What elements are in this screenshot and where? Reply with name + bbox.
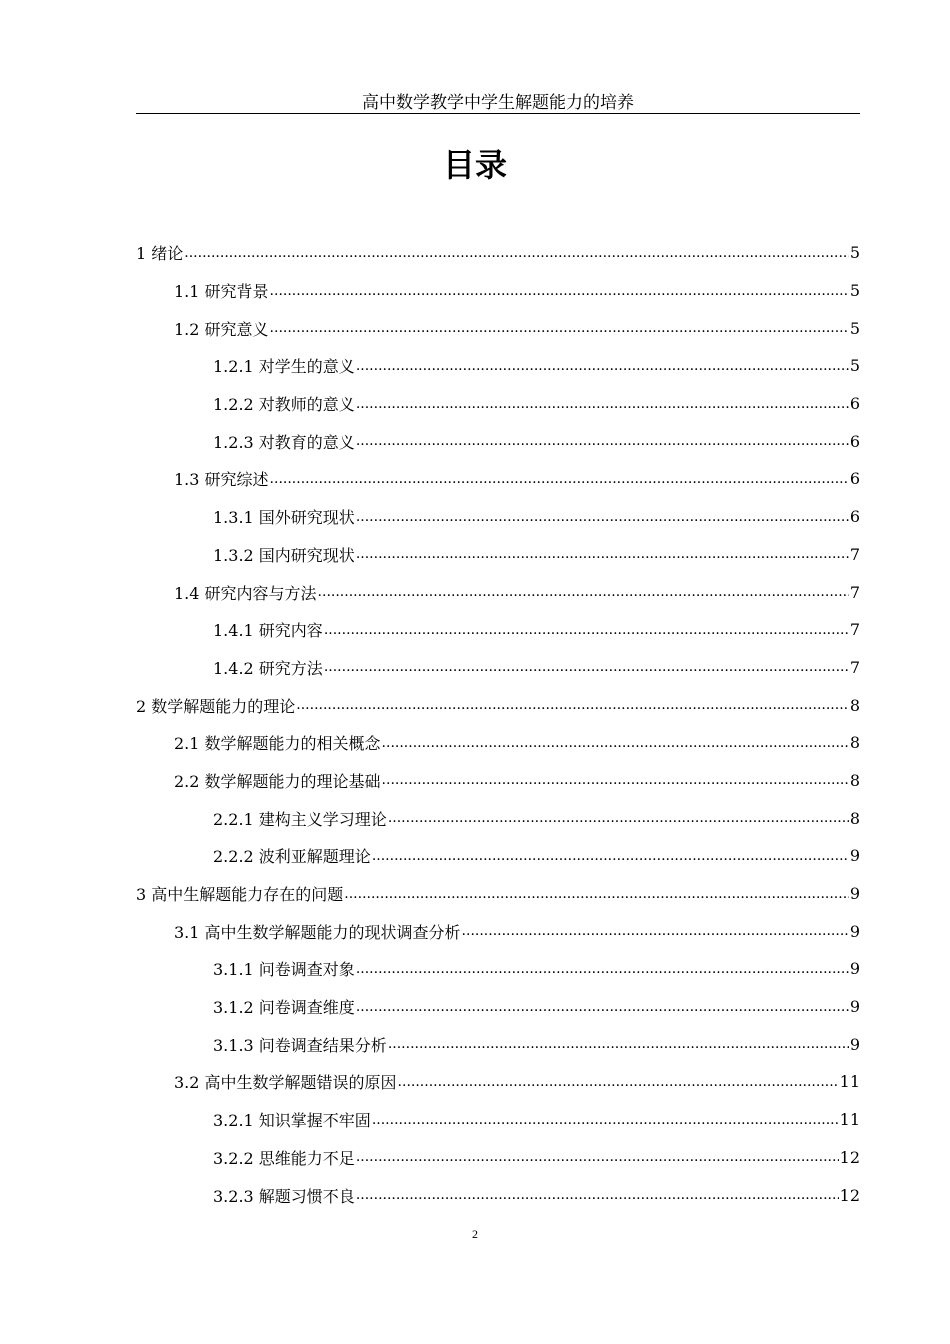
toc-entry[interactable]: [136, 988, 860, 1026]
toc-entry-page: 9: [849, 846, 860, 866]
toc-entry-label: 3.1 高中生数学解题能力的现状调查分析: [174, 922, 461, 942]
toc-entry-page: 5: [849, 318, 860, 338]
toc-dot-leader: [356, 961, 849, 977]
toc-entry[interactable]: [136, 498, 860, 536]
toc-entry-page: 7: [849, 657, 860, 677]
toc-entry[interactable]: [136, 536, 860, 574]
toc-entry-label: 1.1 研究背景: [174, 282, 269, 302]
toc-entry-label: 1 绪论: [136, 244, 184, 264]
toc-entry-label: 1.2.1 对学生的意义: [213, 357, 355, 377]
toc-entry-page: 7: [849, 544, 860, 564]
toc-entry[interactable]: [136, 573, 860, 611]
toc-entry-page: 8: [849, 770, 860, 790]
toc-entry-page: 9: [849, 997, 860, 1017]
toc-entry-page: 11: [839, 1072, 860, 1092]
toc-dot-leader: [324, 622, 849, 638]
toc-entry-page: 5: [849, 243, 860, 263]
toc-entry-label: 1.2.3 对教育的意义: [213, 432, 355, 452]
toc-entry-page: 7: [849, 620, 860, 640]
toc-entry-label: 1.4 研究内容与方法: [174, 583, 317, 603]
toc-entry[interactable]: [136, 875, 860, 913]
toc-entry[interactable]: [136, 686, 860, 724]
toc-dot-leader: [382, 735, 849, 751]
toc-entry[interactable]: [136, 837, 860, 875]
toc-dot-leader: [270, 471, 849, 487]
toc-entry-label: 3.1.2 问卷调查维度: [213, 998, 355, 1018]
toc-entry-label: 2 数学解题能力的理论: [136, 696, 296, 716]
toc-dot-leader: [356, 1149, 839, 1165]
toc-entry[interactable]: [136, 385, 860, 423]
toc-entry[interactable]: [136, 234, 860, 272]
toc-entry-label: 3.2.1 知识掌握不牢固: [213, 1111, 371, 1131]
toc-entry[interactable]: [136, 309, 860, 347]
toc-entry[interactable]: [136, 272, 860, 310]
toc-dot-leader: [372, 1112, 839, 1128]
toc-entry-label: 3.2.3 解题习惯不良: [213, 1186, 355, 1206]
toc-entry[interactable]: [136, 1101, 860, 1139]
header-rule: [136, 113, 860, 114]
toc-entry[interactable]: [136, 799, 860, 837]
toc-dot-leader: [382, 772, 849, 788]
toc-entry-page: 9: [849, 1034, 860, 1054]
toc-entry-label: 1.3.1 国外研究现状: [213, 508, 355, 528]
toc-entry-page: 12: [839, 1185, 860, 1205]
toc-entry-page: 6: [849, 394, 860, 414]
toc-entry-page: 9: [849, 921, 860, 941]
toc-entry[interactable]: [136, 912, 860, 950]
toc-entry-label: 1.2.2 对教师的意义: [213, 395, 355, 415]
toc-dot-leader: [356, 358, 849, 374]
toc-dot-leader: [270, 320, 849, 336]
toc-entry[interactable]: [136, 1025, 860, 1063]
toc-entry-page: 8: [849, 808, 860, 828]
toc-dot-leader: [356, 509, 849, 525]
toc-entry-label: 1.3 研究综述: [174, 470, 269, 490]
toc-dot-leader: [462, 923, 849, 939]
toc-entry-label: 2.2.2 波利亚解题理论: [213, 847, 371, 867]
toc-entry[interactable]: [136, 347, 860, 385]
toc-entry-page: 5: [849, 281, 860, 301]
toc-dot-leader: [296, 697, 849, 713]
toc-entry[interactable]: [136, 762, 860, 800]
toc-entry-page: 9: [849, 959, 860, 979]
toc-dot-leader: [356, 999, 849, 1015]
toc-entry-label: 2.2.1 建构主义学习理论: [213, 809, 387, 829]
toc-dot-leader: [356, 1187, 839, 1203]
toc-dot-leader: [388, 810, 849, 826]
toc-entry-page: 8: [849, 695, 860, 715]
page-title: 目录: [442, 146, 507, 184]
toc-dot-leader: [324, 659, 849, 675]
toc-dot-leader: [344, 886, 849, 902]
toc-entry-page: 7: [849, 582, 860, 602]
toc-entry-label: 1.4.2 研究方法: [213, 658, 323, 678]
toc-dot-leader: [270, 283, 849, 299]
toc-entry-page: 6: [849, 507, 860, 527]
toc-entry[interactable]: [136, 649, 860, 687]
toc-entry[interactable]: [136, 1063, 860, 1101]
toc-dot-leader: [372, 848, 849, 864]
toc-dot-leader: [398, 1074, 839, 1090]
toc-entry[interactable]: [136, 460, 860, 498]
toc-dot-leader: [388, 1036, 849, 1052]
toc-entry-label: 1.3.2 国内研究现状: [213, 545, 355, 565]
toc-entry[interactable]: [136, 422, 860, 460]
toc-entry-label: 3 高中生解题能力存在的问题: [136, 885, 344, 905]
toc-entry-label: 1.4.1 研究内容: [213, 621, 323, 641]
toc-entry-label: 3.1.3 问卷调查结果分析: [213, 1035, 387, 1055]
toc-entry-label: 2.1 数学解题能力的相关概念: [174, 734, 381, 754]
toc-entry-label: 3.1.1 问卷调查对象: [213, 960, 355, 980]
toc-entry[interactable]: [136, 724, 860, 762]
toc-entry[interactable]: [136, 950, 860, 988]
toc-entry-page: 8: [849, 733, 860, 753]
page-number: 2: [472, 1227, 478, 1241]
toc-entry[interactable]: [136, 1139, 860, 1177]
toc-dot-leader: [318, 584, 849, 600]
toc-entry-page: 9: [849, 884, 860, 904]
toc-entry-page: 6: [849, 469, 860, 489]
table-of-contents: [136, 234, 860, 1214]
toc-entry-label: 2.2 数学解题能力的理论基础: [174, 771, 381, 791]
running-header: 高中数学教学中学生解题能力的培养: [362, 93, 634, 113]
toc-entry[interactable]: [136, 1176, 860, 1214]
toc-entry-page: 11: [839, 1110, 860, 1130]
toc-entry[interactable]: [136, 611, 860, 649]
toc-dot-leader: [356, 433, 849, 449]
toc-dot-leader: [184, 245, 849, 261]
toc-entry-page: 5: [849, 356, 860, 376]
toc-dot-leader: [356, 546, 849, 562]
toc-entry-label: 3.2.2 思维能力不足: [213, 1148, 355, 1168]
toc-entry-label: 3.2 高中生数学解题错误的原因: [174, 1073, 397, 1093]
toc-dot-leader: [356, 396, 849, 412]
toc-entry-page: 12: [839, 1147, 860, 1167]
toc-entry-label: 1.2 研究意义: [174, 319, 269, 339]
toc-entry-page: 6: [849, 431, 860, 451]
